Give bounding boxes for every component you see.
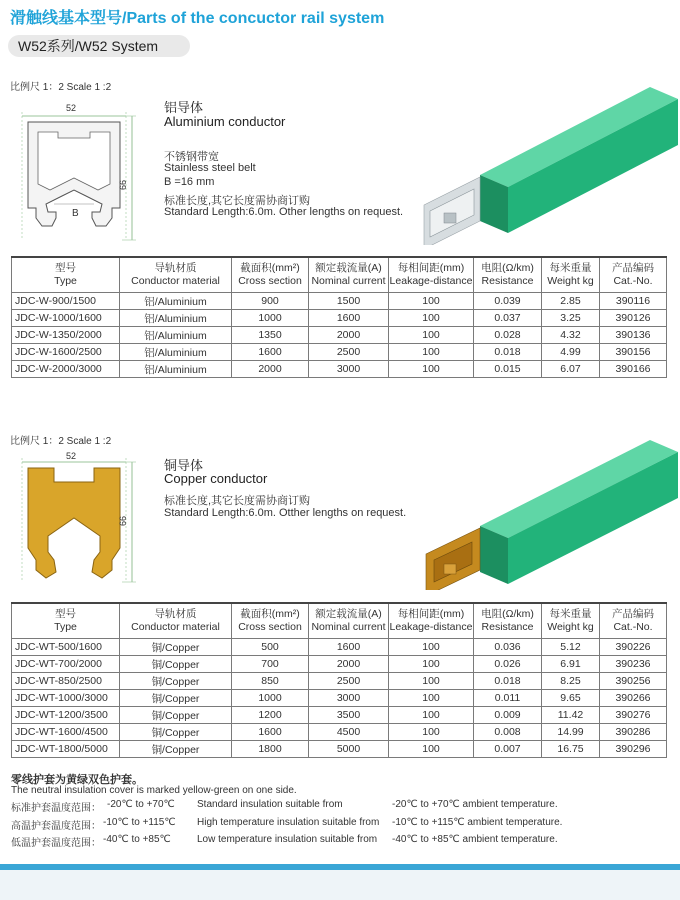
table-cell: 390226 bbox=[600, 639, 667, 656]
aluminium-profile-drawing bbox=[14, 100, 144, 250]
table-cell: JDC-W-1350/2000 bbox=[12, 327, 120, 344]
table-cell: 0.039 bbox=[474, 293, 542, 310]
table-cell: 2500 bbox=[309, 673, 389, 690]
table-cell: 铜/Copper bbox=[120, 724, 232, 741]
column-header-cn: 额定载流量(A) bbox=[315, 608, 382, 620]
table-cell: 390156 bbox=[600, 344, 667, 361]
table-cell: JDC-W-900/1500 bbox=[12, 293, 120, 310]
table-cell: 0.028 bbox=[474, 327, 542, 344]
note-range: -20℃ to +70℃ bbox=[107, 799, 175, 810]
column-header-cn: 产品编码 bbox=[612, 262, 654, 274]
table-cell: 390256 bbox=[600, 673, 667, 690]
belt-en: Stainless steel belt bbox=[164, 162, 256, 174]
column-header bbox=[389, 603, 474, 639]
belt-value: B =16 mm bbox=[164, 176, 215, 188]
belt-marker: B bbox=[72, 208, 79, 219]
table-cell: 850 bbox=[232, 673, 309, 690]
dim-height-aluminium: 66 bbox=[118, 179, 129, 191]
column-header-cn: 型号 bbox=[55, 608, 76, 620]
table-cell: 100 bbox=[389, 724, 474, 741]
column-header-en: Resistance bbox=[481, 621, 534, 633]
note-label: 高温护套温度范围： bbox=[11, 821, 101, 832]
table-cell: 390276 bbox=[600, 707, 667, 724]
table-cell: 3000 bbox=[309, 361, 389, 378]
column-header-en: Cross section bbox=[238, 621, 302, 633]
system-label: W52系列/W52 System bbox=[8, 35, 190, 57]
column-header bbox=[12, 257, 120, 293]
notes-heading-en: The neutral insulation cover is marked yellow-green on one side. bbox=[11, 785, 297, 796]
note-range: -10℃ to +115℃ bbox=[103, 817, 176, 828]
table-cell: 390266 bbox=[600, 690, 667, 707]
table-cell: 5.12 bbox=[542, 639, 600, 656]
table-cell: 2.85 bbox=[542, 293, 600, 310]
table-cell: 100 bbox=[389, 639, 474, 656]
copper-name-cn: 铜导体 bbox=[164, 458, 204, 473]
scale-label-copper: 比例尺 1：2 Scale 1 :2 bbox=[10, 436, 112, 447]
column-header-cn: 电阻(Ω/km) bbox=[481, 262, 534, 274]
table-cell: 1600 bbox=[309, 639, 389, 656]
table-cell: 390286 bbox=[600, 724, 667, 741]
column-header-cn: 额定载流量(A) bbox=[315, 262, 382, 274]
table-cell: 100 bbox=[389, 656, 474, 673]
column-header-cn: 产品编码 bbox=[612, 608, 654, 620]
table-cell: 2000 bbox=[309, 327, 389, 344]
column-header-cn: 电阻(Ω/km) bbox=[481, 608, 534, 620]
table-cell: 5000 bbox=[309, 741, 389, 758]
table-row bbox=[12, 707, 667, 724]
aluminium-rail-image bbox=[420, 85, 680, 245]
column-header bbox=[474, 257, 542, 293]
note-label: 标准护套温度范围： bbox=[11, 803, 101, 814]
table-cell: 0.015 bbox=[474, 361, 542, 378]
table-cell: 0.026 bbox=[474, 656, 542, 673]
table-cell: 390296 bbox=[600, 741, 667, 758]
column-header-cn: 每米重量 bbox=[549, 262, 592, 274]
column-header-en: Nominal current bbox=[311, 275, 386, 287]
table-cell: 铜/Copper bbox=[120, 673, 232, 690]
table-cell: 0.036 bbox=[474, 639, 542, 656]
table-cell: 14.99 bbox=[542, 724, 600, 741]
column-header-cn: 截面积(mm²) bbox=[240, 608, 300, 620]
footer-background bbox=[0, 870, 680, 900]
table-row bbox=[12, 724, 667, 741]
table-row bbox=[12, 639, 667, 656]
table-cell: 3000 bbox=[309, 690, 389, 707]
dim-height-copper: 66 bbox=[118, 515, 129, 527]
column-header-cn: 每米重量 bbox=[549, 608, 592, 620]
note-range: -40℃ to +85℃ bbox=[103, 834, 171, 845]
column-header-en: Cat.-No. bbox=[613, 275, 653, 287]
copper-name-en: Copper conductor bbox=[164, 471, 268, 486]
dim-width-aluminium: 52 bbox=[66, 103, 77, 113]
table-cell: 100 bbox=[389, 344, 474, 361]
column-header-en: Weight kg bbox=[547, 275, 594, 287]
length-cn-aluminium: 标准长度,其它长度需协商订购 bbox=[164, 195, 311, 207]
table-cell: JDC-WT-500/1600 bbox=[12, 639, 120, 656]
table-cell: 铝/Aluminium bbox=[120, 327, 232, 344]
table-cell: 100 bbox=[389, 327, 474, 344]
table-cell: 9.65 bbox=[542, 690, 600, 707]
table-cell: 390136 bbox=[600, 327, 667, 344]
table-cell: 100 bbox=[389, 293, 474, 310]
column-header-en: Leakage-distance bbox=[389, 621, 473, 633]
column-header-cn: 导轨材质 bbox=[154, 608, 197, 620]
table-cell: 2500 bbox=[309, 344, 389, 361]
table-cell: 1350 bbox=[232, 327, 309, 344]
table-cell: JDC-WT-1000/3000 bbox=[12, 690, 120, 707]
column-header bbox=[474, 603, 542, 639]
note-label: 低温护套温度范围： bbox=[11, 838, 101, 849]
aluminium-name-cn: 铝导体 bbox=[164, 100, 204, 115]
table-cell: 铜/Copper bbox=[120, 639, 232, 656]
column-header-cn: 型号 bbox=[55, 262, 76, 274]
column-header-en: Type bbox=[54, 275, 77, 287]
note-ambient: -10℃ to +115℃ ambient temperature. bbox=[392, 817, 563, 828]
table-cell: 0.037 bbox=[474, 310, 542, 327]
column-header bbox=[309, 603, 389, 639]
table-cell: JDC-WT-1800/5000 bbox=[12, 741, 120, 758]
table-cell: 4.99 bbox=[542, 344, 600, 361]
column-header bbox=[389, 257, 474, 293]
table-cell: 铝/Aluminium bbox=[120, 344, 232, 361]
table-cell: 1600 bbox=[232, 724, 309, 741]
table-cell: 铝/Aluminium bbox=[120, 361, 232, 378]
column-header bbox=[600, 603, 667, 639]
table-header-row bbox=[12, 603, 667, 639]
table-cell: 0.018 bbox=[474, 673, 542, 690]
column-header bbox=[120, 603, 232, 639]
column-header-en: Conductor material bbox=[131, 621, 220, 633]
copper-rail-image bbox=[420, 440, 680, 590]
column-header-en: Nominal current bbox=[311, 621, 386, 633]
table-cell: 100 bbox=[389, 310, 474, 327]
table-cell: 390166 bbox=[600, 361, 667, 378]
table-row bbox=[12, 361, 667, 378]
column-header-en: Weight kg bbox=[547, 621, 594, 633]
note-desc: Low temperature insulation suitable from bbox=[197, 834, 378, 845]
column-header bbox=[232, 257, 309, 293]
table-cell: 100 bbox=[389, 673, 474, 690]
table-cell: JDC-W-1000/1600 bbox=[12, 310, 120, 327]
table-cell: JDC-WT-850/2500 bbox=[12, 673, 120, 690]
column-header bbox=[12, 603, 120, 639]
table-cell: 100 bbox=[389, 707, 474, 724]
page-title: 滑触线基本型号/Parts of the concuctor rail system bbox=[10, 10, 385, 27]
table-cell: 500 bbox=[232, 639, 309, 656]
table-cell: 1800 bbox=[232, 741, 309, 758]
column-header-en: Resistance bbox=[481, 275, 534, 287]
length-en-copper: Standard Length:6.0m. Otther lengths on request. bbox=[164, 507, 407, 519]
column-header bbox=[232, 603, 309, 639]
table-row bbox=[12, 344, 667, 361]
note-ambient: -20℃ to +70℃ ambient temperature. bbox=[392, 799, 558, 810]
length-en-aluminium: Standard Length:6.0m. Other lengths on request. bbox=[164, 206, 404, 218]
table-cell: 6.07 bbox=[542, 361, 600, 378]
note-desc: Standard insulation suitable from bbox=[197, 799, 343, 810]
belt-cn: 不锈钢带宽 bbox=[164, 151, 219, 163]
table-cell: 2000 bbox=[232, 361, 309, 378]
aluminium-name-en: Aluminium conductor bbox=[164, 114, 286, 129]
table-cell: 3.25 bbox=[542, 310, 600, 327]
table-row bbox=[12, 673, 667, 690]
table-row bbox=[12, 327, 667, 344]
table-cell: JDC-WT-700/2000 bbox=[12, 656, 120, 673]
table-cell: 1000 bbox=[232, 690, 309, 707]
table-cell: 1600 bbox=[232, 344, 309, 361]
table-cell: 6.91 bbox=[542, 656, 600, 673]
table-row bbox=[12, 310, 667, 327]
table-cell: 4.32 bbox=[542, 327, 600, 344]
table-cell: 11.42 bbox=[542, 707, 600, 724]
table-cell: JDC-WT-1600/4500 bbox=[12, 724, 120, 741]
table-cell: 铝/Aluminium bbox=[120, 310, 232, 327]
table-row bbox=[12, 656, 667, 673]
dim-width-copper: 52 bbox=[66, 451, 77, 461]
table-cell: 铜/Copper bbox=[120, 690, 232, 707]
column-header-cn: 每相间距(mm) bbox=[397, 262, 465, 274]
scale-label-aluminium: 比例尺 1：2 Scale 1 :2 bbox=[10, 82, 112, 93]
table-cell: 铜/Copper bbox=[120, 707, 232, 724]
table-cell: 100 bbox=[389, 741, 474, 758]
column-header-en: Cat.-No. bbox=[613, 621, 653, 633]
table-cell: JDC-WT-1200/3500 bbox=[12, 707, 120, 724]
table-cell: 390116 bbox=[600, 293, 667, 310]
footer-bar bbox=[0, 864, 680, 870]
table-cell: 700 bbox=[232, 656, 309, 673]
table-cell: 铜/Copper bbox=[120, 741, 232, 758]
table-cell: JDC-W-2000/3000 bbox=[12, 361, 120, 378]
table-cell: JDC-W-1600/2500 bbox=[12, 344, 120, 361]
table-cell: 0.007 bbox=[474, 741, 542, 758]
table-header-row bbox=[12, 257, 667, 293]
length-cn-copper: 标准长度,其它长度需协商订购 bbox=[164, 495, 311, 507]
table-cell: 390126 bbox=[600, 310, 667, 327]
table-row bbox=[12, 741, 667, 758]
column-header bbox=[600, 257, 667, 293]
table-cell: 铝/Aluminium bbox=[120, 293, 232, 310]
column-header bbox=[309, 257, 389, 293]
copper-spec-table bbox=[11, 602, 667, 758]
table-cell: 3500 bbox=[309, 707, 389, 724]
table-row bbox=[12, 293, 667, 310]
table-cell: 8.25 bbox=[542, 673, 600, 690]
table-cell: 2000 bbox=[309, 656, 389, 673]
table-cell: 100 bbox=[389, 690, 474, 707]
column-header-cn: 每相间距(mm) bbox=[397, 608, 465, 620]
column-header bbox=[542, 603, 600, 639]
column-header-en: Leakage-distance bbox=[389, 275, 473, 287]
column-header-cn: 导轨材质 bbox=[154, 262, 197, 274]
column-header bbox=[542, 257, 600, 293]
table-cell: 0.011 bbox=[474, 690, 542, 707]
table-cell: 1600 bbox=[309, 310, 389, 327]
column-header-en: Conductor material bbox=[131, 275, 220, 287]
aluminium-spec-table bbox=[11, 256, 667, 378]
table-cell: 0.008 bbox=[474, 724, 542, 741]
table-row bbox=[12, 690, 667, 707]
table-cell: 0.009 bbox=[474, 707, 542, 724]
table-cell: 1500 bbox=[309, 293, 389, 310]
note-desc: High temperature insulation suitable from bbox=[197, 817, 380, 828]
table-cell: 铜/Copper bbox=[120, 656, 232, 673]
table-cell: 0.018 bbox=[474, 344, 542, 361]
table-cell: 4500 bbox=[309, 724, 389, 741]
table-cell: 900 bbox=[232, 293, 309, 310]
notes-heading-cn: 零线护套为黄绿双色护套。 bbox=[11, 774, 143, 786]
column-header bbox=[120, 257, 232, 293]
table-cell: 390236 bbox=[600, 656, 667, 673]
table-cell: 1000 bbox=[232, 310, 309, 327]
table-cell: 16.75 bbox=[542, 741, 600, 758]
column-header-cn: 截面积(mm²) bbox=[240, 262, 300, 274]
note-ambient: -40℃ to +85℃ ambient temperature. bbox=[392, 834, 558, 845]
column-header-en: Cross section bbox=[238, 275, 302, 287]
table-cell: 1200 bbox=[232, 707, 309, 724]
column-header-en: Type bbox=[54, 621, 77, 633]
table-cell: 100 bbox=[389, 361, 474, 378]
